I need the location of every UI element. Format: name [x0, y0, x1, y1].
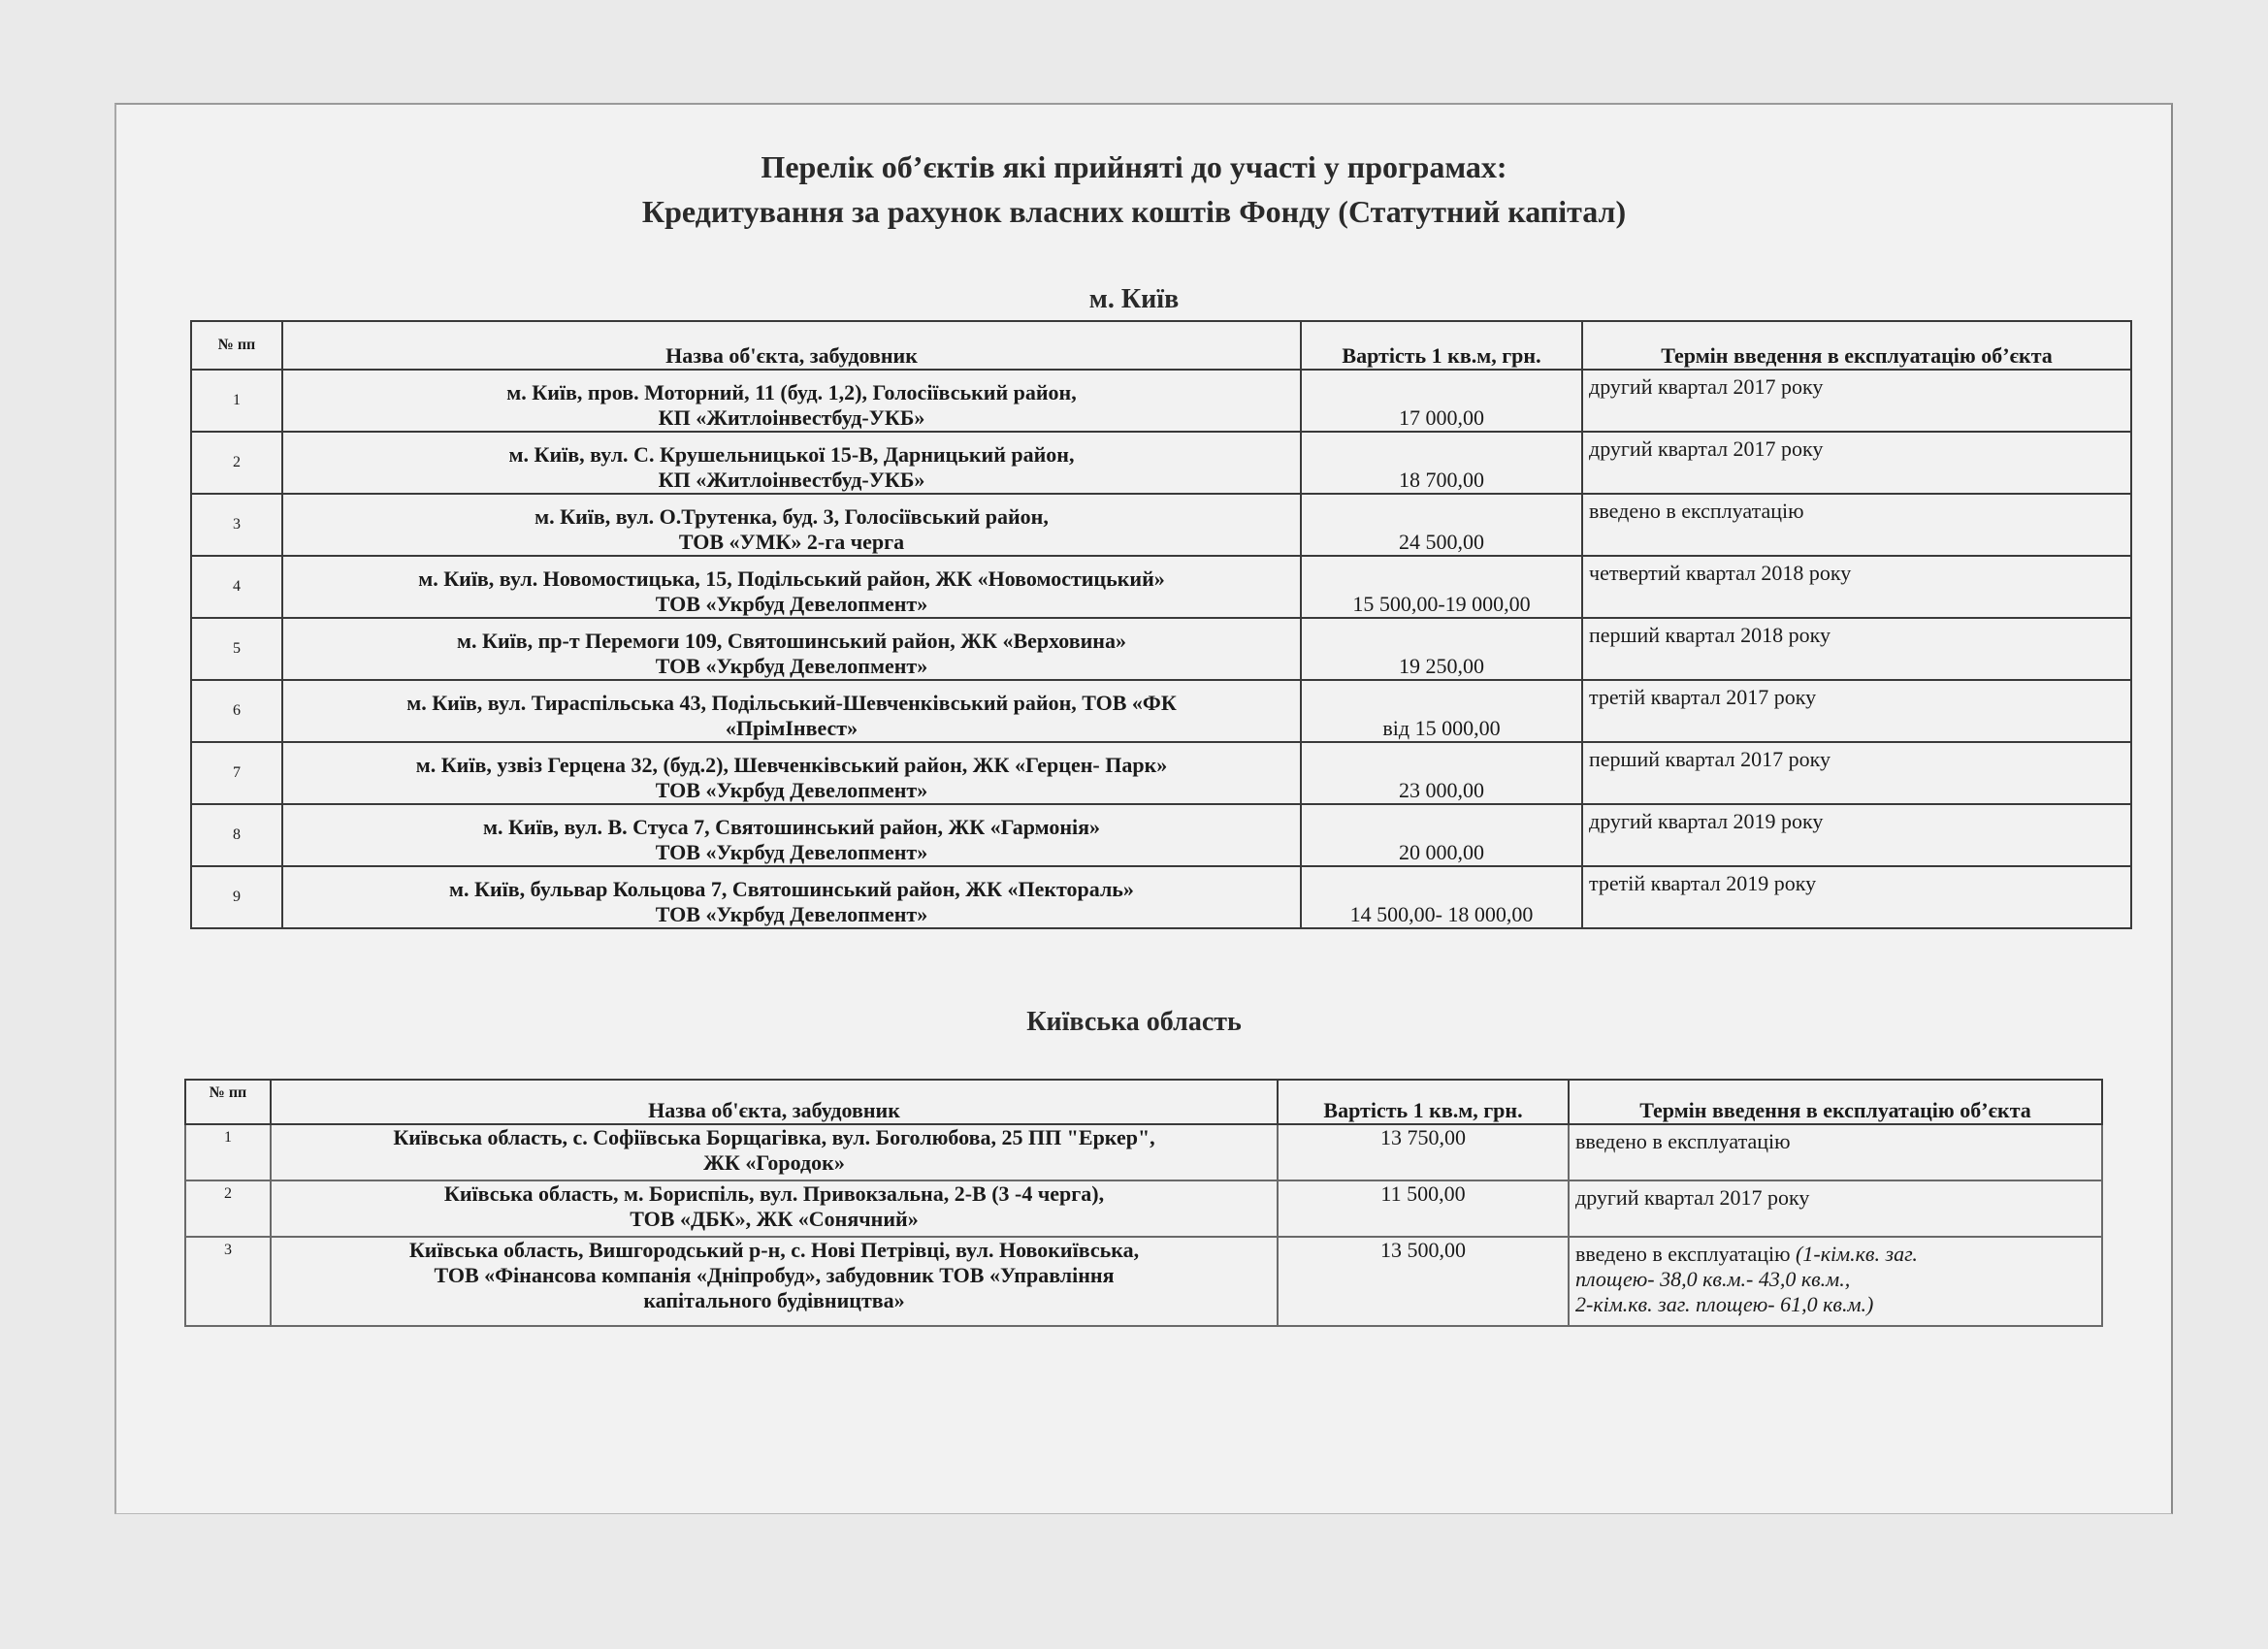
- row-number: 3: [191, 494, 282, 556]
- object-name-line: ТОВ «Укрбуд Девелопмент»: [655, 778, 928, 802]
- apartment-area-note: 2-кім.кв. заг. площею- 61,0 кв.м.): [1575, 1292, 1874, 1316]
- object-name-line: ТОВ «Укрбуд Девелопмент»: [655, 902, 928, 926]
- object-name-developer: [282, 432, 1301, 494]
- table-row: [191, 494, 2131, 556]
- table-header-row: [185, 1080, 2102, 1124]
- object-name-line: м. Київ, пр-т Перемоги 109, Святошинський район, ЖК «Верховина»: [457, 629, 1126, 653]
- object-name-line: ТОВ «Укрбуд Девелопмент»: [655, 654, 928, 678]
- table-header-row: [191, 321, 2131, 370]
- header-number: № пп: [191, 321, 282, 370]
- price-per-sqm: 15 500,00-19 000,00: [1301, 556, 1582, 618]
- price-per-sqm: 18 700,00: [1301, 432, 1582, 494]
- header-price: Вартість 1 кв.м, грн.: [1278, 1080, 1569, 1124]
- commissioning-term: [1569, 1237, 2102, 1326]
- table-row: [185, 1180, 2102, 1237]
- table-row: [191, 432, 2131, 494]
- row-number: 2: [185, 1180, 271, 1237]
- commissioning-term-text: перший квартал 2018 року: [1589, 623, 1831, 647]
- commissioning-term-text: перший квартал 2017 року: [1589, 747, 1831, 771]
- row-number: 6: [191, 680, 282, 742]
- commissioning-term: [1582, 742, 2131, 804]
- price-per-sqm: 13 500,00: [1278, 1237, 1569, 1326]
- object-name-developer: [282, 866, 1301, 928]
- object-name-developer: [282, 618, 1301, 680]
- object-name-line: м. Київ, вул. С. Крушельницької 15-В, Дарницький район,: [508, 442, 1075, 467]
- commissioning-term-text: другий квартал 2017 року: [1589, 374, 1824, 399]
- table-row: [191, 680, 2131, 742]
- row-number: 4: [191, 556, 282, 618]
- object-name-developer: [271, 1124, 1278, 1180]
- commissioning-term-text: другий квартал 2017 року: [1589, 436, 1824, 461]
- price-per-sqm: 19 250,00: [1301, 618, 1582, 680]
- object-name-developer: [282, 556, 1301, 618]
- object-name-line: м. Київ, пров. Моторний, 11 (буд. 1,2), Голосіївський район,: [506, 380, 1077, 404]
- kyiv-region-objects-table: [184, 1079, 2103, 1327]
- kyiv-objects-table: [190, 320, 2132, 929]
- commissioning-term-text: другий квартал 2017 року: [1575, 1185, 1810, 1210]
- commissioning-term-text: введено в експлуатацію: [1575, 1129, 1791, 1153]
- commissioning-term: [1582, 370, 2131, 432]
- header-name: Назва об'єкта, забудовник: [271, 1080, 1278, 1124]
- object-name-line: ТОВ «Укрбуд Девелопмент»: [655, 592, 928, 616]
- header-term: Термін введення в експлуатацію об’єкта: [1582, 321, 2131, 370]
- object-name-developer: [282, 370, 1301, 432]
- table-row: [191, 742, 2131, 804]
- commissioning-term-text: введено в експлуатацію: [1575, 1242, 1791, 1266]
- document-title-line2: Кредитування за рахунок власних коштів Фонду (Статутний капітал): [641, 194, 1627, 229]
- header-price: Вартість 1 кв.м, грн.: [1301, 321, 1582, 370]
- row-number: 7: [191, 742, 282, 804]
- section-heading-kyiv: м. Київ: [1088, 284, 1180, 314]
- commissioning-term: [1582, 556, 2131, 618]
- price-per-sqm: від 15 000,00: [1301, 680, 1582, 742]
- table-row: [185, 1237, 2102, 1326]
- object-name-line: Київська область, с. Софіївська Борщагівка, вул. Боголюбова, 25 ПП "Еркер",: [393, 1125, 1155, 1149]
- object-name-line: «ПрімІнвест»: [725, 716, 859, 740]
- object-name-line: м. Київ, вул. Тираспільська 43, Подільський-Шевченківський район, ТОВ «ФК: [406, 691, 1177, 715]
- price-per-sqm: 23 000,00: [1301, 742, 1582, 804]
- commissioning-term: [1582, 618, 2131, 680]
- price-per-sqm: 13 750,00: [1278, 1124, 1569, 1180]
- commissioning-term: [1569, 1180, 2102, 1237]
- object-name-line: м. Київ, вул. О.Трутенка, буд. 3, Голосіївський район,: [535, 504, 1049, 529]
- document-title-line1: Перелік об’єктів які прийняті до участі у програмах:: [761, 149, 1507, 184]
- apartment-area-note: (1-кім.кв. заг.: [1796, 1242, 1918, 1266]
- object-name-line: ТОВ «ДБК», ЖК «Сонячний»: [630, 1207, 919, 1231]
- row-number: 3: [185, 1237, 271, 1326]
- object-name-line: м. Київ, вул. Новомостицька, 15, Подільський район, ЖК «Новомостицький»: [418, 566, 1165, 591]
- commissioning-term-text: третій квартал 2017 року: [1589, 685, 1817, 709]
- header-term: Термін введення в експлуатацію об’єкта: [1569, 1080, 2102, 1124]
- object-name-line: ТОВ «Укрбуд Девелопмент»: [655, 840, 928, 864]
- commissioning-term: [1569, 1124, 2102, 1180]
- object-name-line: м. Київ, узвіз Герцена 32, (буд.2), Шевченківський район, ЖК «Герцен- Парк»: [415, 753, 1168, 777]
- price-per-sqm: 14 500,00- 18 000,00: [1301, 866, 1582, 928]
- commissioning-term: [1582, 432, 2131, 494]
- header-number: № пп: [185, 1080, 271, 1124]
- row-number: 8: [191, 804, 282, 866]
- commissioning-term-text: другий квартал 2019 року: [1589, 809, 1824, 833]
- object-name-developer: [282, 494, 1301, 556]
- object-name-developer: [271, 1237, 1278, 1326]
- object-name-line: КП «Житлоінвестбуд-УКБ»: [658, 405, 925, 430]
- header-name: Назва об'єкта, забудовник: [282, 321, 1301, 370]
- commissioning-term-text: третій квартал 2019 року: [1589, 871, 1817, 895]
- object-name-line: Київська область, м. Бориспіль, вул. Привокзальна, 2-В (3 -4 черга),: [443, 1181, 1105, 1206]
- apartment-area-note: площею- 38,0 кв.м.- 43,0 кв.м.,: [1575, 1267, 1851, 1291]
- row-number: 1: [191, 370, 282, 432]
- table-row: [191, 804, 2131, 866]
- price-per-sqm: 20 000,00: [1301, 804, 1582, 866]
- row-number: 5: [191, 618, 282, 680]
- table-row: [185, 1124, 2102, 1180]
- price-per-sqm: 17 000,00: [1301, 370, 1582, 432]
- commissioning-term-text: введено в експлуатацію: [1589, 499, 1804, 523]
- commissioning-term-text: четвертий квартал 2018 року: [1589, 561, 1852, 585]
- commissioning-term: [1582, 866, 2131, 928]
- table-row: [191, 556, 2131, 618]
- price-per-sqm: 24 500,00: [1301, 494, 1582, 556]
- table-row: [191, 370, 2131, 432]
- table-row: [191, 618, 2131, 680]
- object-name-line: ЖК «Городок»: [703, 1150, 845, 1175]
- commissioning-term: [1582, 804, 2131, 866]
- object-name-developer: [282, 804, 1301, 866]
- object-name-developer: [271, 1180, 1278, 1237]
- object-name-line: Київська область, Вишгородський р-н, с. Нові Петрівці, вул. Новокиївська,: [408, 1238, 1140, 1262]
- object-name-line: ТОВ «УМК» 2-га черга: [678, 530, 905, 554]
- row-number: 9: [191, 866, 282, 928]
- object-name-developer: [282, 680, 1301, 742]
- object-name-line: м. Київ, бульвар Кольцова 7, Святошинський район, ЖК «Пектораль»: [449, 877, 1134, 901]
- table-row: [191, 866, 2131, 928]
- section-heading-kyiv-region: Київська область: [1026, 1007, 1242, 1037]
- object-name-line: капітального будівництва»: [643, 1288, 905, 1312]
- object-name-line: ТОВ «Фінансова компанія «Дніпробуд», забудовник ТОВ «Управління: [434, 1263, 1115, 1287]
- commissioning-term: [1582, 680, 2131, 742]
- object-name-line: м. Київ, вул. В. Стуса 7, Святошинський район, ЖК «Гармонія»: [482, 815, 1101, 839]
- object-name-line: КП «Житлоінвестбуд-УКБ»: [658, 468, 925, 492]
- row-number: 2: [191, 432, 282, 494]
- commissioning-term: [1582, 494, 2131, 556]
- price-per-sqm: 11 500,00: [1278, 1180, 1569, 1237]
- row-number: 1: [185, 1124, 271, 1180]
- object-name-developer: [282, 742, 1301, 804]
